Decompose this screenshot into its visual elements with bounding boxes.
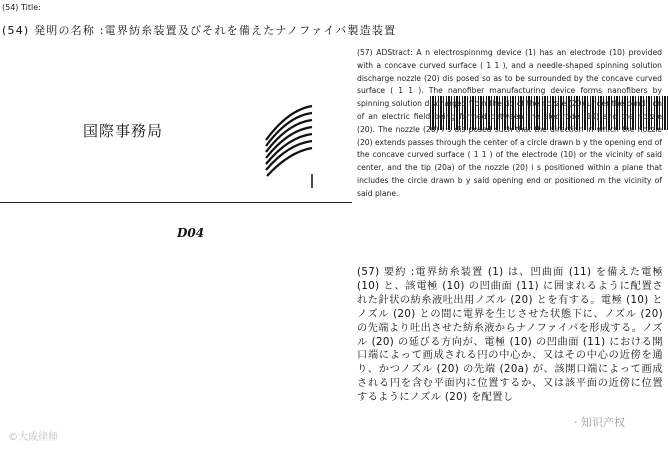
wipo-logo-icon: [262, 96, 316, 196]
classification-code: D04: [177, 226, 205, 240]
abstract-japanese: (57) 要約 :電界紡糸装置 (1) は、凹曲面 (11) を備えた電極 (10) と、該電極 (10) の凹曲面 (11) に囲まれるように配置された針状の紡糸液吐出用ノズル (20) とを有する。電極 (10) とノズル (20) との間に電界を生じさせた状態下に、ノズル (20) の先端より吐出させた紡糸液からナノファイバを形成する。ノズル (20) の延びる方向が、電極 (10) の凹曲面 (11) における開口端によって画成される円の中心か、又はその中心の近傍を通り、かつノズル (20) の先端 (20a) が、該開口端によって画成される円を含む平面内に位置するか、又は該平面の近傍に位置するようにノズル (20) を配置し: [357, 267, 663, 404]
watermark-left: ©大成律师: [8, 432, 58, 443]
section-divider: [0, 202, 352, 203]
watermark-right: · 知识产权: [574, 416, 625, 429]
organization-name: 国際事務局: [83, 122, 164, 140]
title-field-label: (54) Title:: [2, 3, 41, 12]
abstract-english: (57) ADStract: A n electrospinnmg device (1) has an electrode (10) provided with a concave curved surface ( 1 1 ), and a needle-shaped spinning solution discharge nozzle (20) dis posed so as to be surrounded by the concave curved surface ( 1 1 ). The nanofiber manufacturing device forms nanofibers by spinning solution discharged from the tip of the nozzle (20) under the condition of an electric field being formed between the electrode (10) and the nozzle (20). The nozzle (20) i s dis posed such that the direction in which the nozzle (20) extends passes through the center of a circle drawn b y the opening end of the concave curved surface ( 1 1 ) of the electrode (10) or the vicinity of said center, and the tip (20a) of the nozzle (20) i s positioned within a plane that includes the circle drawn b y said opening end or positioned m the vicinity of said plane.: [357, 48, 662, 198]
invention-title: (54) 発明の名称 :電界紡糸装置及びそれを備えたナノファイバ製造装置: [2, 24, 397, 37]
